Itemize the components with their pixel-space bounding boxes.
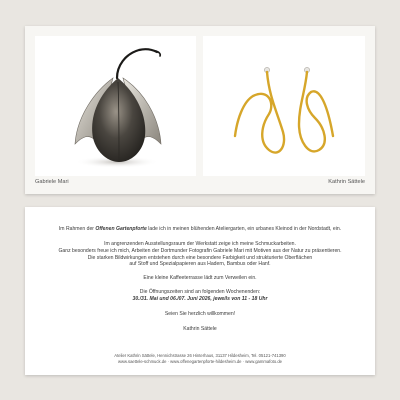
earrings-photo [203, 36, 365, 176]
opening-hours [25, 289, 375, 303]
exhibition-line: Im angrenzenden Ausstellungsraum der Werkstatt zeige ich meine Schmuckarbeiten. [104, 241, 296, 247]
coffee-text: Eine kleine Kaffeeterrasse lädt zum Verweilen ein. [143, 275, 257, 281]
photo-credit-right: Kathrin Sättele [328, 179, 365, 185]
opening-dates: 30./31. Mai und 06./07. Juni 2026, jeweils von 11 - 18 Uhr [132, 295, 268, 302]
photo-credit-left: Gabriele Mari [35, 179, 69, 185]
intro-paragraph [25, 226, 375, 233]
intro-text-after: lade ich in meinen blühenden Ateliergarten, ein urbanes Kleinod in der Nordstadt, ein. [146, 226, 342, 232]
postcard-front [25, 26, 375, 194]
exhibition-line: Die starken Bildwirkungen entstehen durch eine besondere Farbigkeit und strukturierte Oberflächen [87, 254, 313, 261]
postcard-back [25, 207, 375, 375]
website-links[interactable]: www.saettele-schmuck.de · www.offenegartenpforte-hildesheim.de · www.gammafoto.de [117, 359, 282, 364]
contact-footer [25, 353, 375, 365]
seed-pod-photo [35, 36, 196, 176]
address-line: Atelier Kathrin Sättele, Hennichstrasse 26 Hinterhaus, 31137 Hildesheim, Tel. 05121-741390 [114, 353, 286, 358]
exhibition-line: auf Stoff und Spezialpapieren aus Hadern, Bambus oder Hanf. [129, 261, 271, 268]
exhibition-paragraph [25, 241, 375, 268]
intro-text-before: Im Rahmen der [58, 226, 96, 232]
opening-intro: Die Öffnungszeiten sind an folgenden Wochenenden: [139, 289, 261, 295]
seed-pod-image [35, 36, 196, 176]
exhibition-line: Ganz besonders freue ich mich, Arbeiten der Dortmunder Fotografin Gabriele Mari mit Motiven aus der Natur zu präsentieren. [58, 247, 342, 254]
event-name: Offenen Gartenpforte [95, 226, 147, 232]
welcome-text: Seien Sie herzlich willkommen! [164, 311, 236, 317]
gold-earrings-image [203, 36, 365, 176]
signature: Kathrin Sättele [183, 326, 217, 332]
